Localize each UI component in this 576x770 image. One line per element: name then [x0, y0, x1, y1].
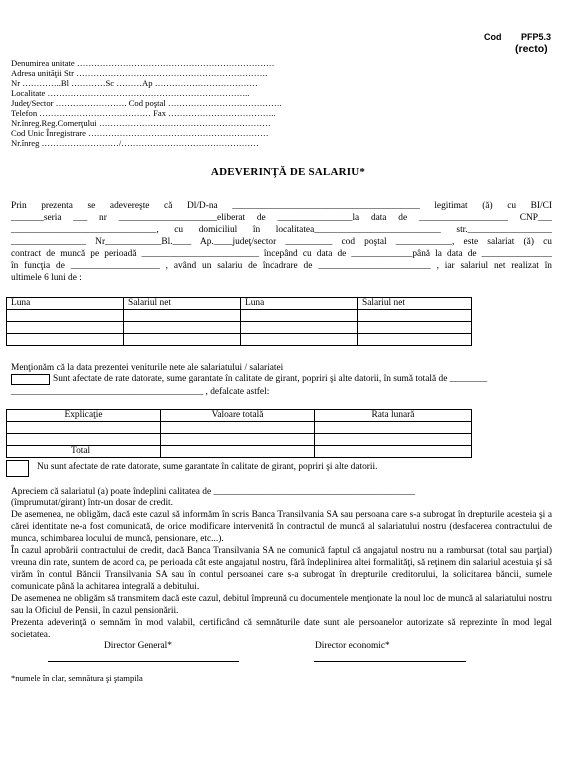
debts-not-affected-checkbox[interactable] — [6, 460, 29, 477]
table-row — [7, 322, 472, 334]
table-cell[interactable] — [358, 322, 472, 334]
table-row — [7, 434, 472, 446]
body-line[interactable]: _______________________________, cu domiciliul în localitatea___________________________ str.__________________ — [11, 225, 552, 235]
field-unique-code[interactable]: Cod Unic Înregistrare ……………………………………………………… — [11, 128, 269, 138]
col-header-month: Luna — [241, 298, 358, 310]
paragraph: De asemenea, ne obligăm, dacă este cazul să informăm în scris Banca Transilvania SA sau persoana care s-a subrogat în drepturile acesteia şi a cărei identitate ne-a fost comunicată, de orice modificare intervenită în contractul de muncă al salariatului nostru (desfacerea contractului de munca, schimbarea locului de muncă, pensionare, etc...). — [11, 510, 552, 544]
table-cell[interactable] — [7, 422, 161, 434]
table-cell[interactable] — [7, 310, 124, 322]
body-line[interactable]: contract de muncă pe perioadă _________________________ începând cu data de _____________până la data de _______________ — [11, 249, 552, 259]
document-title: ADEVERINŢĂ DE SALARIU* — [210, 166, 366, 178]
table-row — [7, 422, 472, 434]
field-phone-fax[interactable]: Telefon ………………………………… Fax ……………………………….. — [11, 108, 276, 118]
page-side-label: (recto) — [515, 43, 548, 55]
table-header-row — [7, 410, 472, 422]
obligations-text — [11, 509, 552, 641]
field-trade-register[interactable]: Nr.înreg.Reg.Comerţului …………………………………………………… — [11, 118, 271, 128]
paragraph: În cazul aprobării contractului de credit, dacă Banca Transilvania SA ne comunică faptul că angajatul nostru nu a rambursat (total sau parţial) vreuna din rate, suntem de acord ca, pe perioada cât este angajatul nostru, fără îndeplinirea altei formalităţi, să reţinem din salariul acestuia şi să virăm în contul Băncii Transilvania SA sau în contul persoanei care s-a subrogat în drepturile creditorului, la solicitarea băncii, sumele comunicate până la achitarea integrală a debitului. — [11, 546, 552, 592]
debts-affected-checkbox[interactable] — [11, 374, 50, 385]
appreciation-line[interactable]: Apreciem că salariatul (a) poate îndeplini calitatea de ___________________________________________ — [11, 487, 416, 497]
col-header-net-salary: Salariul net — [358, 298, 472, 310]
debts-not-affected-text: Nu sunt afectate de rate datorate, sume garantate în calitate de girant, popriri şi alte datorii. — [37, 462, 378, 472]
signature-label-general-director: Director General* — [104, 641, 172, 651]
col-header-total-value: Valoare totală — [161, 410, 315, 422]
debts-affected-text: Sunt afectate de rate datorate, sume garantate în calitate de girant, popriri şi alte datorii, în sumă totală de ________ — [53, 374, 488, 384]
table-cell[interactable] — [124, 322, 241, 334]
table-cell[interactable] — [358, 334, 472, 346]
table-cell[interactable] — [124, 334, 241, 346]
table-cell[interactable] — [315, 446, 472, 458]
body-line[interactable]: în funcţia de ___________________ , având un salariu de încadrare de ________________________ , iar salariul net realizat în — [11, 261, 552, 271]
signature-line-general-director[interactable] — [48, 661, 239, 662]
total-label: Total — [7, 446, 161, 458]
table-cell[interactable] — [7, 334, 124, 346]
employee-details — [11, 200, 552, 284]
paragraph: Prezenta adeverinţă o semnăm în mod valabil, certificând că semnăturile date sunt ale persoanelor autorizate să reprezinte în mod legal societatea. — [11, 618, 552, 640]
table-row-total — [7, 446, 472, 458]
footnote: *numele în clar, semnătura şi ştampila — [11, 673, 143, 683]
debts-breakdown-line[interactable]: _________________________________________ , defalcate astfel: — [11, 387, 270, 397]
field-address-number[interactable]: Nr …………..Bl …………Sc ………Ap ……………………………… — [11, 78, 258, 88]
body-line[interactable]: Prin prezenta se adevereşte că Dl/D-na ________________________________________ legitimat (ă) cu BI/CI — [11, 201, 552, 211]
table-cell[interactable] — [241, 322, 358, 334]
body-line[interactable]: ________________ Nr____________Bl.____ Ap.____judeţ/sector __________ cod poştal ____________, este salariat (ă) cu — [11, 237, 552, 247]
table-cell[interactable] — [7, 434, 161, 446]
table-cell[interactable] — [161, 446, 315, 458]
form-code-label: Cod — [484, 32, 502, 42]
field-company-name[interactable]: Denumirea unitate …………………………………………………………… — [11, 58, 275, 68]
field-county-postal[interactable]: Judeţ/Sector ……………………. Cod poştal …………………………………. — [11, 98, 282, 108]
form-code-value: PFP5.3 — [521, 32, 552, 42]
field-company-address[interactable]: Adresa unităţii Str …………………………………………………………. — [11, 68, 268, 78]
table-cell[interactable] — [124, 310, 241, 322]
table-row — [7, 310, 472, 322]
signature-line-economic-director[interactable] — [314, 661, 466, 662]
table-cell[interactable] — [315, 434, 472, 446]
table-cell[interactable] — [241, 310, 358, 322]
col-header-explanation: Explicaţie — [7, 410, 161, 422]
field-locality[interactable]: Localitate …………………………………………………………….. — [11, 88, 250, 98]
table-cell[interactable] — [315, 422, 472, 434]
table-cell[interactable] — [161, 422, 315, 434]
table-cell[interactable] — [241, 334, 358, 346]
table-cell[interactable] — [358, 310, 472, 322]
debts-table — [6, 409, 472, 458]
signature-label-economic-director: Director economic* — [315, 641, 390, 651]
salary-table — [6, 297, 472, 346]
col-header-net-salary: Salariul net — [124, 298, 241, 310]
table-header-row — [7, 298, 472, 310]
table-cell[interactable] — [7, 322, 124, 334]
net-income-mention: Menţionăm că la data prezentei veniturile nete ale salariatului / salariatei — [11, 363, 284, 373]
col-header-monthly-rate: Rata lunară — [315, 410, 472, 422]
table-row — [7, 334, 472, 346]
paragraph: De asemenea ne obligăm să transmitem dacă este cazul, debitul împreună cu documentele menţionate la noul loc de muncă al salariatului nostru sau la Oficiul de Pensii, în cazul pensionării. — [11, 594, 552, 616]
field-registration-number[interactable]: Nr.înreg ………………………/………………………………………… — [11, 138, 259, 148]
col-header-month: Luna — [7, 298, 124, 310]
company-fields — [11, 58, 282, 148]
table-cell[interactable] — [161, 434, 315, 446]
body-line[interactable]: _______seria ___ nr _____________________eliberat de ________________la data de ___________________ CNP___ — [11, 213, 552, 223]
appreciation-role: (împrumutat/girant) într-un dosar de credit. — [11, 498, 174, 508]
body-line: ultimele 6 luni de : — [11, 273, 82, 283]
